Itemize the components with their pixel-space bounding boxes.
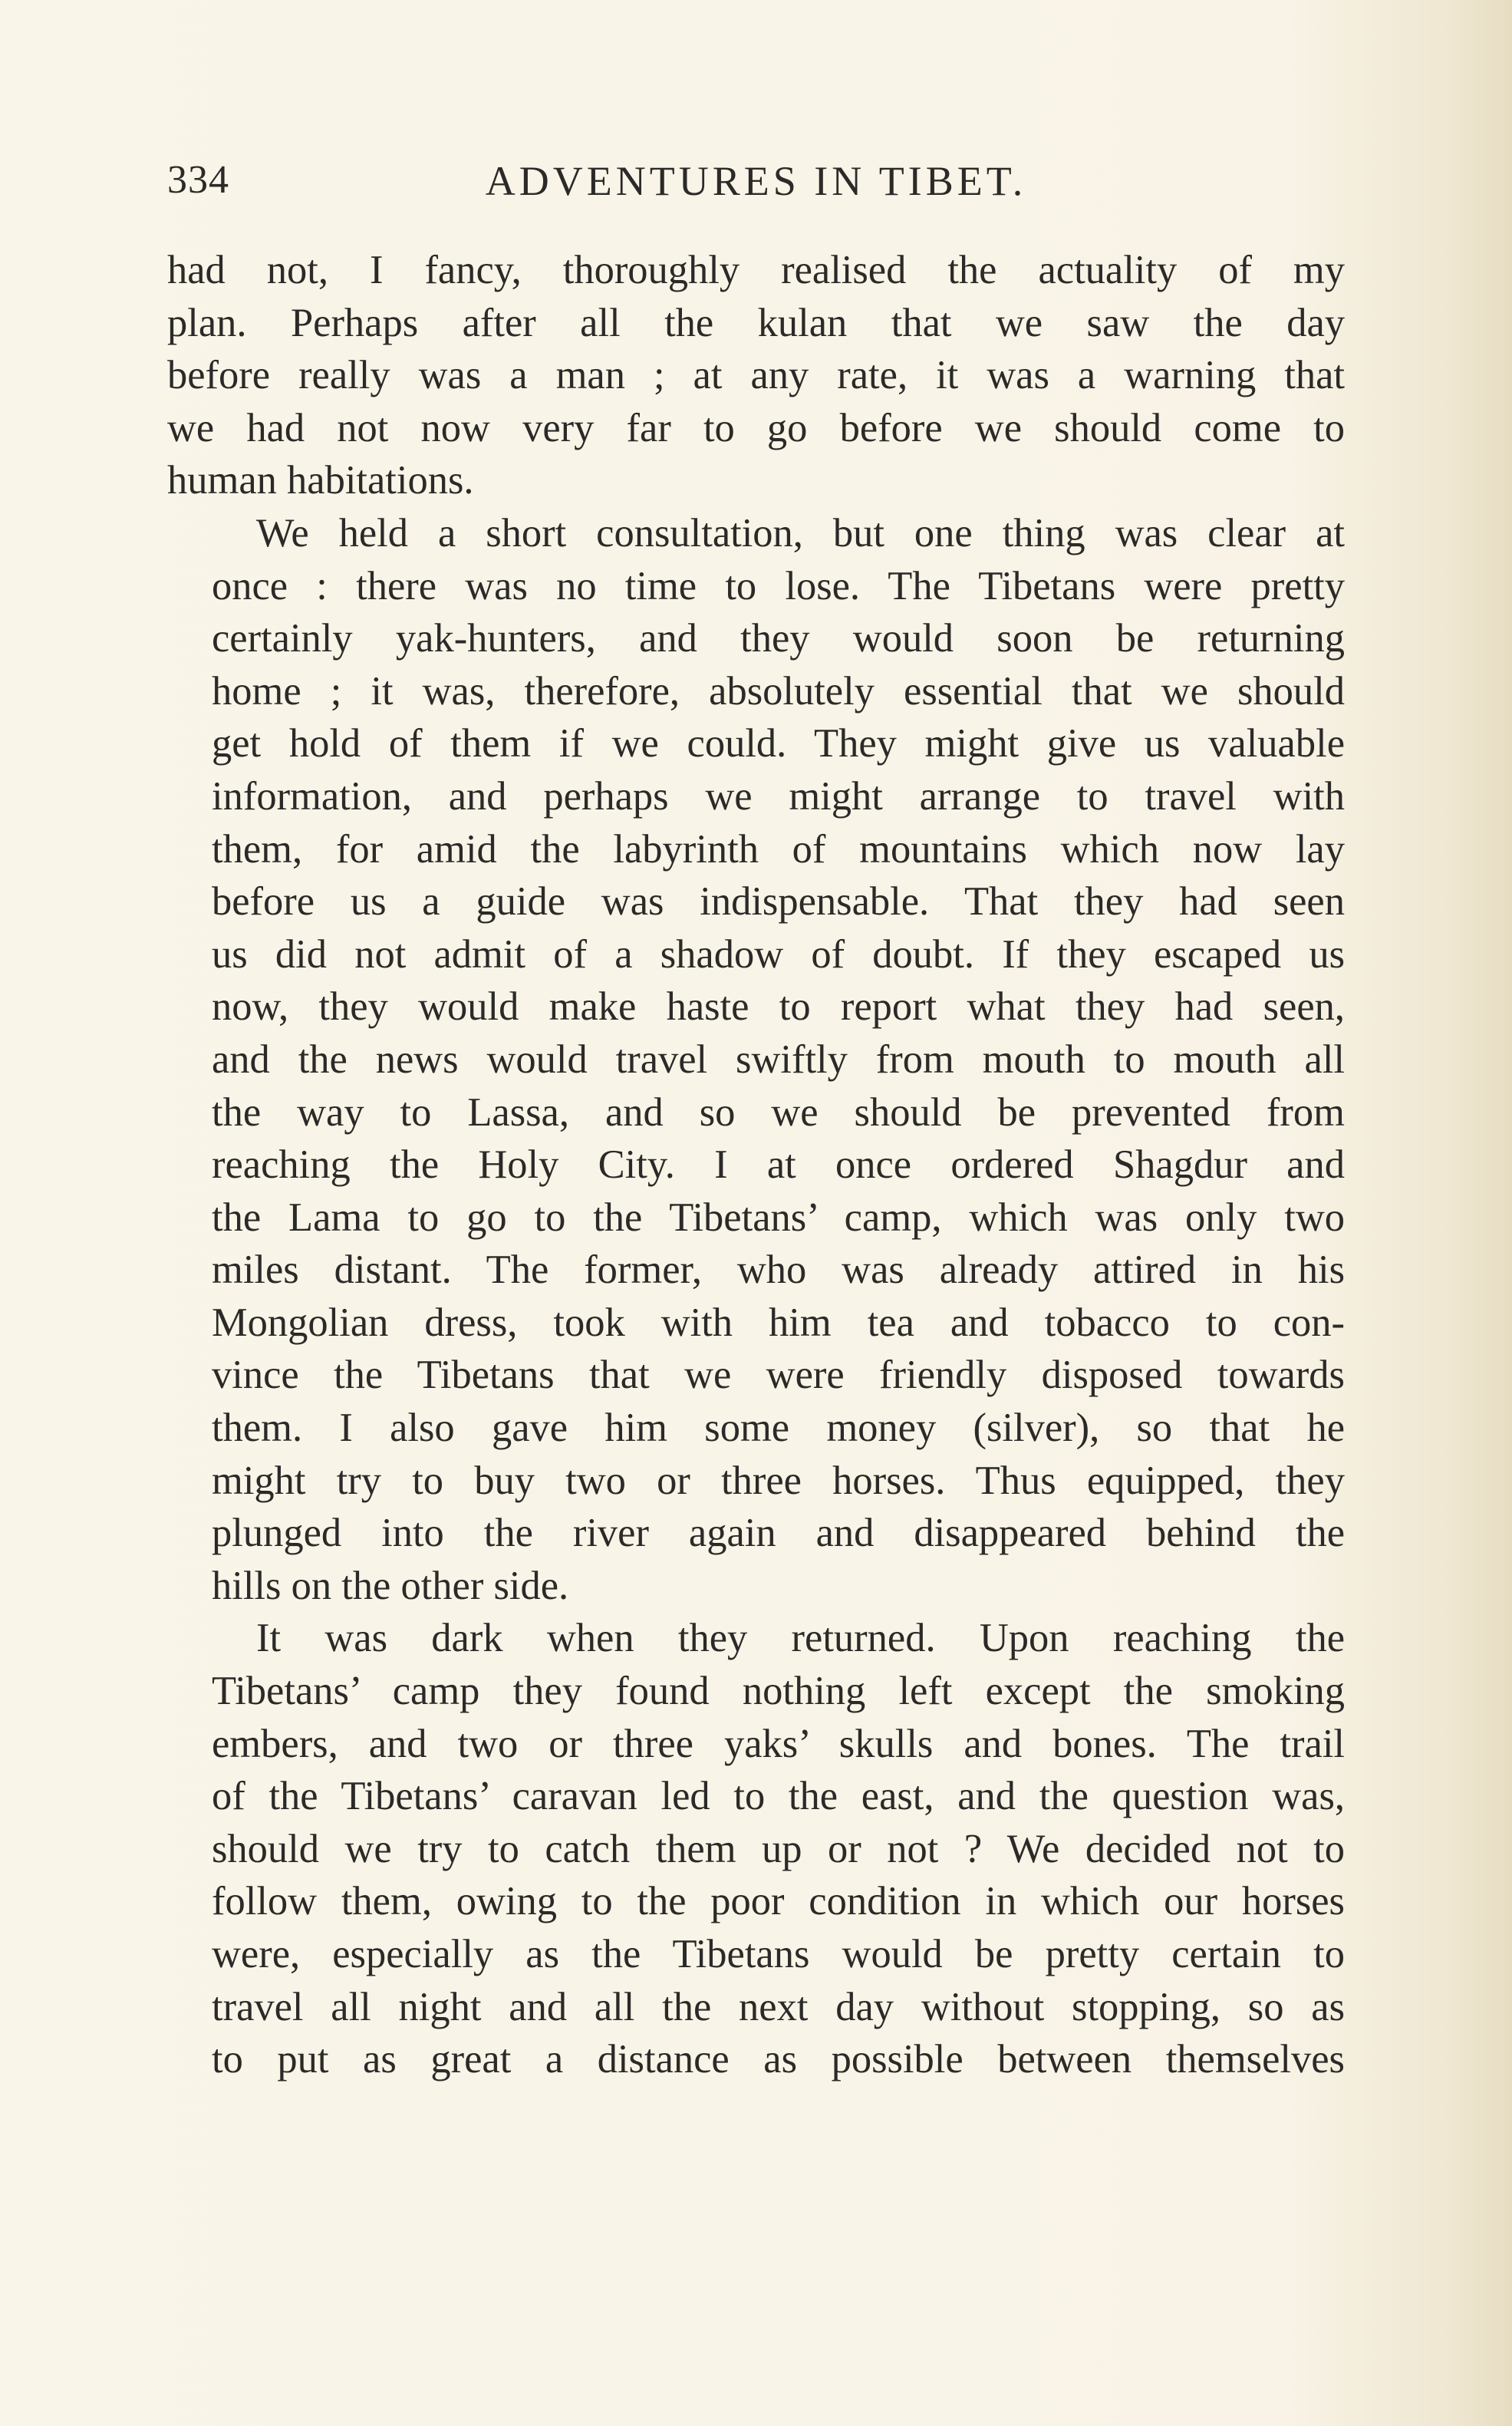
text-line: them, for amid the labyrinth of mountains which now lay [212,826,1345,872]
text-line: information, and perhaps we might arrange to travel with [212,773,1345,819]
text-line: and the news would travel swiftly from mouth to mouth all [212,1037,1345,1082]
text-line: before us a guide was indispensable. That they had seen [212,879,1345,925]
text-line: embers, and two or three yaks’ skulls and bones. The trail [212,1721,1345,1766]
text-line: plan. Perhaps after all the kulan that we saw the day [167,300,1345,345]
text-line: follow them, owing to the poor condition in which our horses [212,1879,1345,1924]
text-line: should we try to catch them up or not ? We decided not to [212,1826,1345,1871]
text-line: the Lama to go to the Tibetans’ camp, which was only two [212,1195,1345,1240]
text-line: It was dark when they returned. Upon reaching the [256,1616,1345,1661]
text-line: miles distant. The former, who was already attired in his [212,1248,1345,1293]
text-line: were, especially as the Tibetans would be pretty certain to [212,1932,1345,1976]
text-line: them. I also gave him some money (silver), so that he [212,1406,1345,1451]
text-line: human habitations. [167,458,474,503]
page-header [167,157,1345,211]
body-text [167,244,1345,2086]
text-line: we had not now very far to go before we should come to [167,405,1345,450]
text-line: reaching the Holy City. I at once ordered Shagdur and [212,1142,1345,1188]
text-line: us did not admit of a shadow of doubt. If they escaped us [212,931,1345,977]
running-head: ADVENTURES IN TIBET. [485,158,1027,204]
paragraph [167,1612,1345,2085]
text-line: to put as great a distance as possible between themselves [212,2037,1345,2082]
text-line: now, they would make haste to report what they had seen, [212,984,1345,1030]
text-line: hills on the other side. [212,1563,569,1608]
text-line: We held a short consultation, but one thing was clear at [256,510,1345,555]
text-line: Tibetans’ camp they found nothing left except the smoking [212,1669,1345,1714]
text-line: had not, I fancy, thoroughly realised the actuality of my [167,248,1345,292]
text-line: vince the Tibetans that we were friendly disposed towards [212,1353,1345,1398]
paragraph [167,507,1345,1612]
text-line: of the Tibetans’ caravan led to the east, and the question was, [212,1774,1345,1819]
text-line: get hold of them if we could. They might give us valuable [212,721,1345,766]
text-line: the way to Lassa, and so we should be prevented from [212,1089,1345,1135]
paragraph [167,244,1345,507]
text-line: before really was a man ; at any rate, it was a warning that [167,353,1345,398]
text-line: Mongolian dress, took with him tea and tobacco to con- [212,1300,1345,1345]
text-line: once : there was no time to lose. The Tibetans were pretty [212,563,1345,608]
text-line: certainly yak-hunters, and they would soon be returning [212,616,1345,661]
text-line: travel all night and all the next day without stopping, so as [212,1984,1345,2029]
text-line: home ; it was, therefore, absolutely essential that we should [212,668,1345,714]
text-line: might try to buy two or three horses. Thus equipped, they [212,1458,1345,1503]
page-number: 334 [167,158,229,202]
text-line: plunged into the river again and disappeared behind the [212,1511,1345,1556]
